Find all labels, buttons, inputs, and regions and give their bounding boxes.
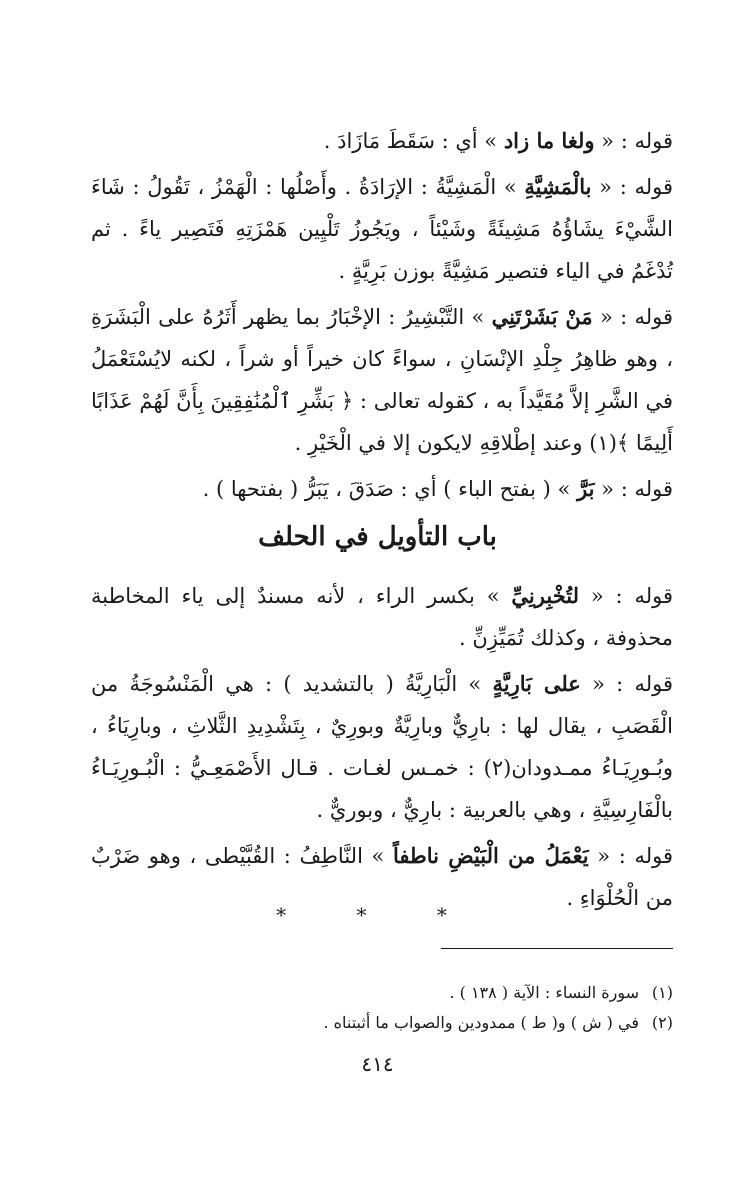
commentary-paragraph: قوله : « بالْمَشِيَّةِ » الْمَشِيَّةُ : الإرَادَةُ . وأَصْلُها : الْهَمْزُ ، تَقُولُ : شَاءَ الشَّيْءَ يشَاؤُهُ مَشِيئَةً وشَيْئاً ، ويَجُوزُ تَلْيِين هَمْزَتِهِ فَتَصِير ياءً . ثم تُدْغَمُ في الياء فتصير مَشِيَّةً بوزن بَرِيَّةٍ . bbox=[91, 174, 673, 283]
commentary-section-top bbox=[91, 120, 673, 514]
quoted-term: بالْمَشِيَّةِ bbox=[524, 174, 592, 199]
footnotes bbox=[91, 978, 673, 1038]
footnote-text: في ( ش ) و( ط ) ممدودين والصواب ما أثبتناه . bbox=[323, 1013, 639, 1032]
commentary-paragraph: قوله : « مَنْ بَشَرْتَنِي » التَّبْشِيرُ : الإخْبَارُ بما يظهر أَثَرُهُ على الْبَشَرَةِ ، وهو ظاهِرُ جِلْدِ الإنْسَانِ ، سواءً كان خيراً أو شراً ، لكنه لايُسْتَعْمَلُ في الشَّرِ إلاَّ مُقَيَّداً به ، كقوله تعالى : ﴿ بَشِّرِ ٱلْمُنَٰفِقِينَ بِأَنَّ لَهُمْ عَذَابًا أَلِيمًا ﴾(١) وعند إطْلاقِهِ لايكون إلا في الْخَيْرِ . bbox=[91, 304, 673, 455]
quoted-term: يَعْمَلُ من الْبَيْضِ ناطفاً bbox=[393, 843, 589, 868]
page-number: ٤١٤ bbox=[361, 1052, 394, 1076]
footnote bbox=[91, 1008, 673, 1038]
footnote-number: (٢) bbox=[651, 1013, 673, 1032]
commentary-paragraph: قوله : « ولغا ما زاد » أي : سَقَطَ مَازَادَ . bbox=[323, 128, 673, 153]
chapter-title: باب التأويل في الحلف bbox=[258, 522, 497, 552]
quoted-term: لتُخْبِرنِيِّ bbox=[511, 583, 579, 608]
section-separator: * * * bbox=[276, 903, 479, 927]
quoted-term: بَرَّ bbox=[577, 476, 595, 501]
quoted-term: على بَارِيَّةٍ bbox=[492, 671, 581, 696]
commentary-paragraph: قوله : « لتُخْبِرنِيِّ » بكسر الراء ، لأنه مسندٌ إلى ياء المخاطبة محذوفة ، وكذلك تُمَيِّزِنِّ . bbox=[91, 583, 673, 650]
footnote bbox=[91, 978, 673, 1008]
commentary-paragraph: قوله : « على بَارِيَّةٍ » الْبَارِيَّةُ ( بالتشديد ) : هي الْمَنْسُوجَةُ من الْقَصَبِ ، يقال لها : بارِيٌّ وبارِيَّةٌ وبورِيٌ ، بِتَشْدِيدِ الثَّلاثِ ، وبارِيَاءُ ، وبُـورِيَـاءُ ممـدودان(٢) : خمـس لغـات . قـال الأَصْمَعِـيُّ : الْبُـورِيَـاءُ بالْفَارِسِيَّةِ ، وهي بالعربية : بارِيٌّ ، وبوريٌّ . bbox=[91, 671, 673, 822]
footnote-rule bbox=[441, 948, 673, 949]
commentary-paragraph: قوله : « يَعْمَلُ من الْبَيْضِ ناطفاً » النَّاطِفُ : القُبَّيْطى ، وهو ضَرْبٌ من الْحُلْوَاءِ . bbox=[91, 843, 673, 910]
commentary-section-bottom bbox=[91, 575, 673, 923]
quoted-term: ولغا ما زاد bbox=[503, 128, 595, 153]
quoted-term: مَنْ بَشَرْتَنِي bbox=[491, 304, 593, 329]
footnote-text: سورة النساء : الآية ( ١٣٨ ) . bbox=[449, 983, 639, 1002]
footnote-number: (١) bbox=[651, 983, 673, 1002]
commentary-paragraph: قوله : « بَرَّ » ( بفتح الباء ) أي : صَدَقَ ، يَبَرُّ ( بفتحها ) . bbox=[202, 476, 673, 501]
